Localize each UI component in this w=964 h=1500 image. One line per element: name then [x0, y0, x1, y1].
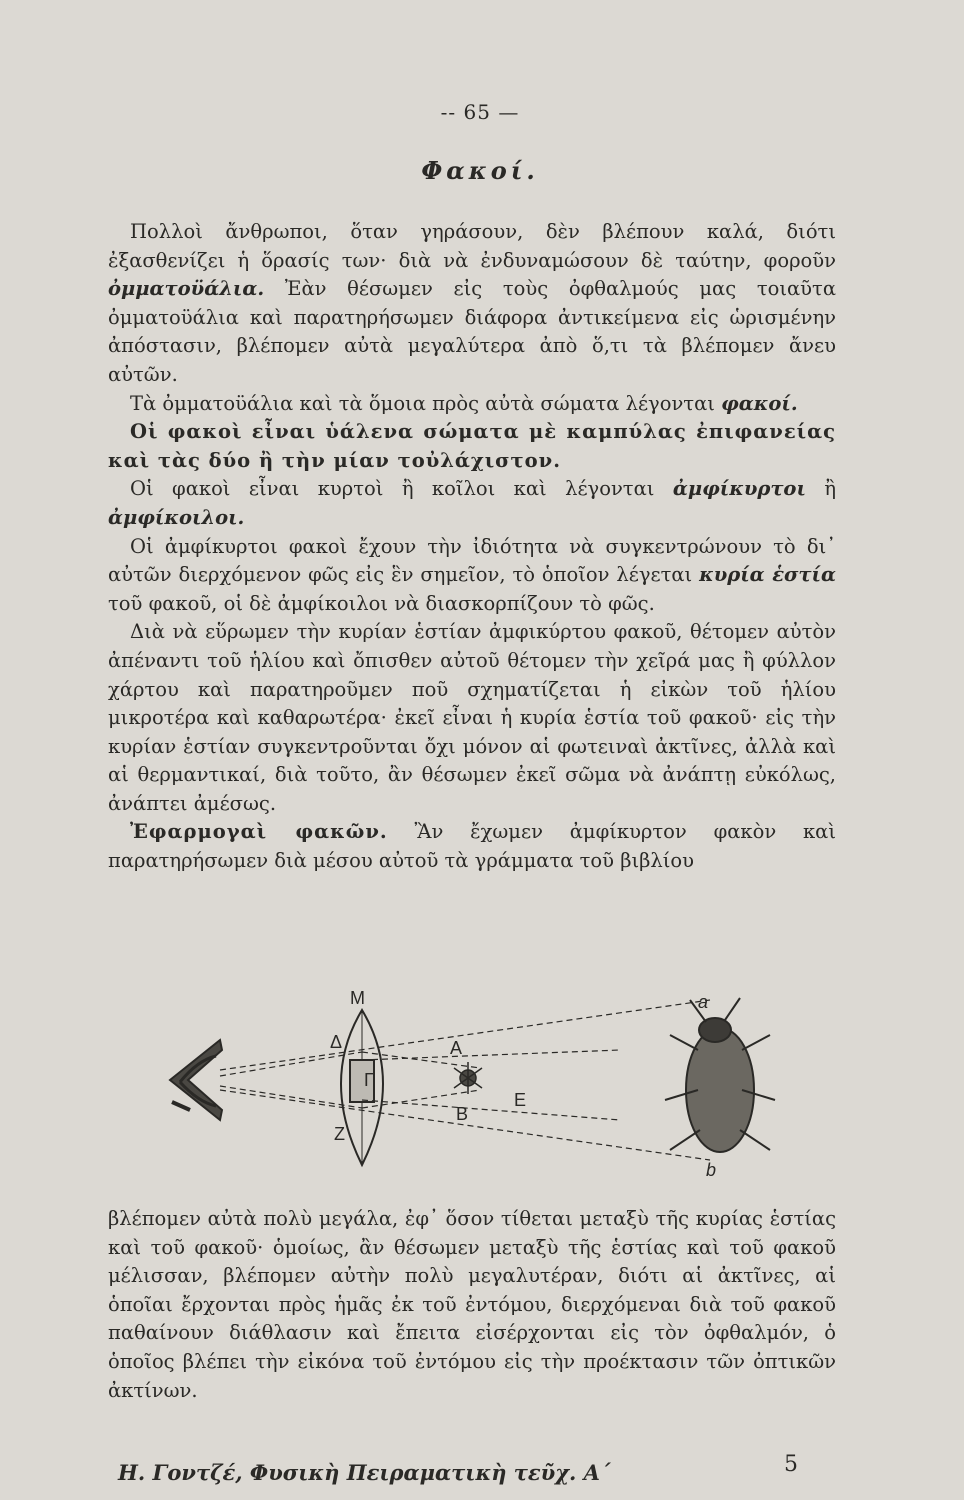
- label-E: E: [514, 1090, 527, 1110]
- label-B: B: [456, 1104, 469, 1124]
- convex-lens: [341, 1010, 383, 1165]
- label-Z: Z: [334, 1124, 345, 1144]
- footer-citation: Η. Γοντζέ, Φυσικὴ Πειραματικὴ τεῦχ. Α΄: [118, 1460, 611, 1485]
- signature-mark: 5: [784, 1452, 798, 1477]
- label-b: b: [706, 1160, 717, 1180]
- label-delta: Δ: [330, 1032, 343, 1052]
- paragraph-7: Ἐφαρμογαὶ φακῶν. Ἂν ἔχωμεν ἀμφίκυρτον φακὸν καὶ παρατηρήσωμεν διὰ μέσου αὐτοῦ τὰ γράμματα τοῦ βιβλίου: [108, 820, 837, 873]
- lens-magnifier-figure: [150, 990, 790, 1180]
- label-gamma: Γ: [364, 1070, 374, 1090]
- paragraph-8: βλέπομεν αὐτὰ πολὺ μεγάλα, ἐφ᾽ ὅσον τίθεται μεταξὺ τῆς κυρίας ἑστίας καὶ τοῦ φακοῦ· ὁμοίως, ἂν θέσωμεν μεταξὺ τῆς ἑστίας καὶ τοῦ φακοῦ μέλισσαν, βλέπομεν αὐτὴν πολὺ μεγαλυτέραν, διότι αἱ ἀκτῖνες, αἱ ὁποῖαι ἔρχονται πρὸς ἡμᾶς ἐκ τοῦ ἐντόμου, διερχόμεναι διὰ τοῦ φακοῦ παθαίνουν διάθλασιν καὶ ἔπειτα εἰσέρχονται εἰς τὸν ὀφθαλμόν, ὁ ὁποῖος βλέπει τὴν εἰκόνα τοῦ ἐντόμου εἰς τὴν προέκτασιν τῶν ὀπτικῶν ἀκτίνων.: [108, 1207, 836, 1402]
- paragraph-1: Πολλοὶ ἄνθρωποι, ὅταν γηράσουν, δὲν βλέπουν καλά, διότι ἐξασθενίζει ἡ ὅρασίς των· διὰ νὰ ἐνδυναμώσουν δὲ ταύτην, φοροῦν ὀμματοϋάλια. Ἐὰν θέσωμεν εἰς τοὺς ὀφθαλμούς μας τοιαῦτα ὀμματοϋάλια καὶ παρατηρήσωμεν διάφορα ἀντικείμενα εἰς ὡρισμένην ἀπόστασιν, βλέπομεν αὐτὰ μεγαλύτερα ἀπὸ ὅ,τι τὰ βλέπομεν ἄνευ αὐτῶν.: [108, 220, 836, 386]
- label-M: M: [350, 990, 365, 1008]
- page-number: -- 65 —: [440, 100, 520, 124]
- page-title: Φακοί.: [421, 156, 539, 185]
- paragraph-2: Τὰ ὀμματοϋάλια καὶ τὰ ὅμοια πρὸς αὐτὰ σώματα λέγονται φακοί.: [130, 391, 798, 415]
- paragraph-5: Οἱ ἀμφίκυρτοι φακοὶ ἔχουν τὴν ἰδιότητα νὰ συγκεντρώνουν τὸ δι᾽ αὐτῶν διερχόμενον φῶς εἰς ἓν σημεῖον, τὸ ὁποῖον λέγεται κυρία ἑστία τοῦ φακοῦ, οἱ δὲ ἀμφίκοιλοι νὰ διασκορπίζουν τὸ φῶς.: [108, 534, 836, 615]
- paragraph-6: Διὰ νὰ εὕρωμεν τὴν κυρίαν ἑστίαν ἀμφικύρτου φακοῦ, θέτομεν αὐτὸν ἀπέναντι τοῦ ἡλίου καὶ ὄπισθεν αὐτοῦ θέτομεν τὴν χεῖρά μας ἢ φύλλον χάρτου καὶ παρατηροῦμεν ποῦ σχηματίζεται ἡ εἰκὼν τοῦ ἡλίου μικροτέρα καὶ καθαρωτέρα· ἐκεῖ εἶναι ἡ κυρία ἑστία τοῦ φακοῦ· εἰς τὴν κυρίαν ἑστίαν συγκεντροῦνται ὄχι μόνον αἱ φωτειναὶ ἀκτῖνες, ἀλλὰ καὶ αἱ θερμαντικαί, διὰ τοῦτο, ἂν θέσωμεν ἐκεῖ σῶμα νὰ ἀνάπτῃ εὐκόλως, ἀνάπτει ἀμέσως.: [108, 620, 836, 815]
- body-text-bottom: [108, 1205, 836, 1405]
- body-text-top: [108, 218, 836, 876]
- page-footer: [118, 1452, 838, 1485]
- label-A: A: [450, 1038, 463, 1058]
- label-a: a: [698, 992, 709, 1012]
- beetle-icon: [665, 998, 775, 1152]
- bee-icon: [454, 1062, 482, 1094]
- paragraph-4: Οἱ φακοὶ εἶναι κυρτοὶ ἢ κοῖλοι καὶ λέγονται ἀμφίκυρτοι ἢ ἀμφίκοιλοι.: [108, 477, 837, 529]
- eye-drawing: [170, 1040, 222, 1120]
- definition-paragraph: Οἱ φακοὶ εἶναι ὑάλενα σώματα μὲ καμπύλας ἐπιφανείας καὶ τὰς δύο ἢ τὴν μίαν τοὐλάχιστον.: [108, 420, 836, 472]
